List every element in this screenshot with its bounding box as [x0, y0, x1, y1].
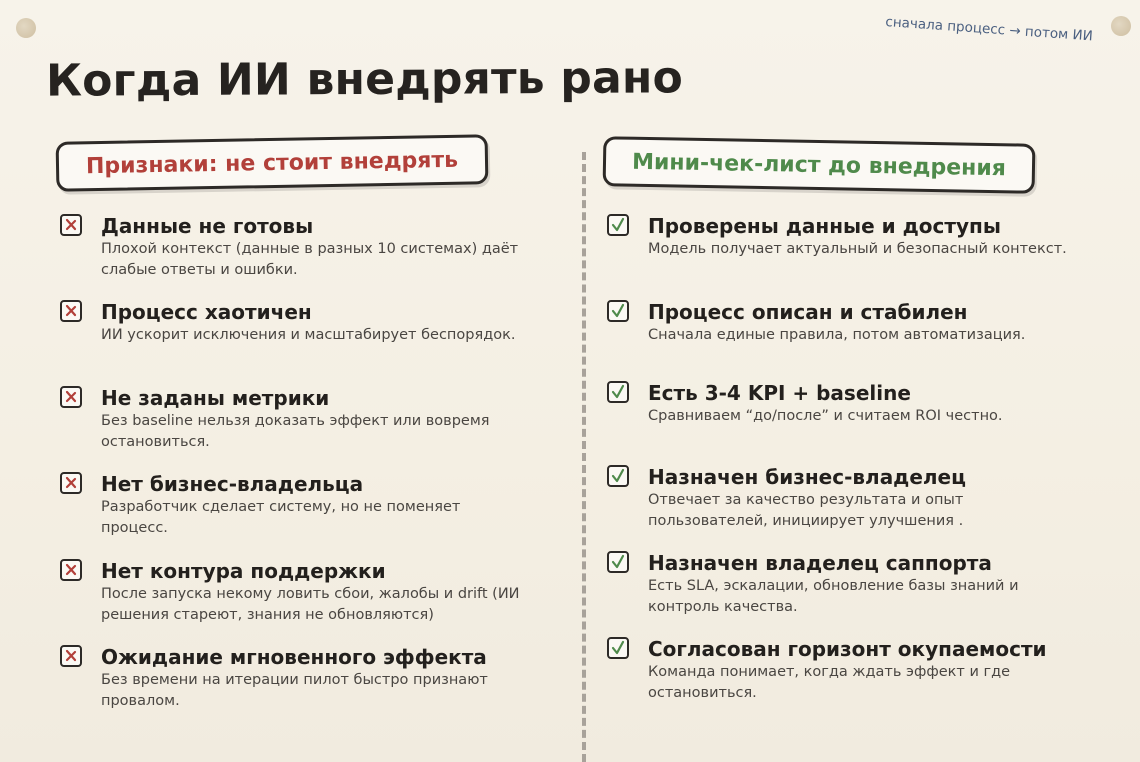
item-description: Сначала единые правила, потом автоматизация. — [648, 327, 1026, 343]
cross-checkbox-icon — [60, 645, 82, 667]
item-description: Без baseline нельзя доказать эффект или вовремя остановиться. — [101, 413, 490, 450]
check-checkbox-icon — [607, 465, 629, 487]
list-item — [60, 386, 531, 453]
margin-note: сначала процесс → потом ИИ — [884, 14, 1094, 45]
item-description: Команда понимает, когда ждать эффект и где остановиться. — [648, 664, 1011, 701]
cross-checkbox-icon — [60, 559, 82, 581]
item-title: Назначен бизнес-владелец — [648, 465, 966, 489]
item-description: Без времени на итерации пилот быстро признают провалом. — [101, 672, 488, 709]
item-title: Согласован горизонт окупаемости — [648, 637, 1047, 661]
item-title: Процесс хаотичен — [101, 300, 312, 324]
list-item — [607, 465, 1078, 532]
list-item — [607, 637, 1078, 704]
item-title: Есть 3-4 KPI + baseline — [648, 381, 911, 405]
page-title: Когда ИИ внедрять рано — [45, 52, 684, 107]
cross-checkbox-icon — [60, 214, 82, 236]
item-title: Назначен владелец саппорта — [648, 551, 992, 575]
check-checkbox-icon — [607, 637, 629, 659]
item-title: Данные не готовы — [101, 214, 314, 238]
item-description: После запуска некому ловить сбои, жалобы и drift (ИИ решения стареют, знания не обновляются) — [101, 586, 520, 623]
item-description: Разработчик сделает систему, но не поменяет процесс. — [101, 499, 461, 536]
item-title: Не заданы метрики — [101, 386, 330, 410]
cross-checkbox-icon — [60, 472, 82, 494]
list-item — [60, 300, 531, 346]
item-title: Проверены данные и доступы — [648, 214, 1001, 238]
check-checkbox-icon — [607, 214, 629, 236]
item-description: Отвечает за качество результата и опыт пользователей, инициирует улучшения . — [648, 492, 964, 529]
list-item — [607, 300, 1078, 346]
left-panel-heading: Признаки: не стоит внедрять — [56, 134, 489, 192]
cross-checkbox-icon — [60, 300, 82, 322]
list-item — [60, 214, 531, 281]
right-panel-heading: Мини-чек-лист до внедрения — [603, 136, 1036, 194]
item-description: Модель получает актуальный и безопасный контекст. — [648, 241, 1067, 257]
item-title: Ожидание мгновенного эффекта — [101, 645, 487, 669]
dashed-divider — [582, 152, 586, 762]
check-checkbox-icon — [607, 381, 629, 403]
check-checkbox-icon — [607, 300, 629, 322]
check-checkbox-icon — [607, 551, 629, 573]
item-title: Нет бизнес-владельца — [101, 472, 364, 496]
list-item — [60, 472, 531, 539]
list-item — [60, 559, 531, 626]
item-description: Есть SLA, эскалации, обновление базы знаний и контроль качества. — [648, 578, 1019, 615]
item-description: Плохой контекст (данные в разных 10 системах) даёт слабые ответы и ошибки. — [101, 241, 519, 278]
list-item — [607, 381, 1078, 427]
list-item — [607, 551, 1078, 618]
cross-checkbox-icon — [60, 386, 82, 408]
item-description: Сравниваем “до/после” и считаем ROI честно. — [648, 408, 1003, 424]
list-item — [60, 645, 531, 712]
item-title: Процесс описан и стабилен — [648, 300, 968, 324]
item-description: ИИ ускорит исключения и масштабирует беспорядок. — [101, 327, 516, 343]
pin-decoration — [16, 18, 36, 38]
list-item — [607, 214, 1078, 260]
item-title: Нет контура поддержки — [101, 559, 386, 583]
